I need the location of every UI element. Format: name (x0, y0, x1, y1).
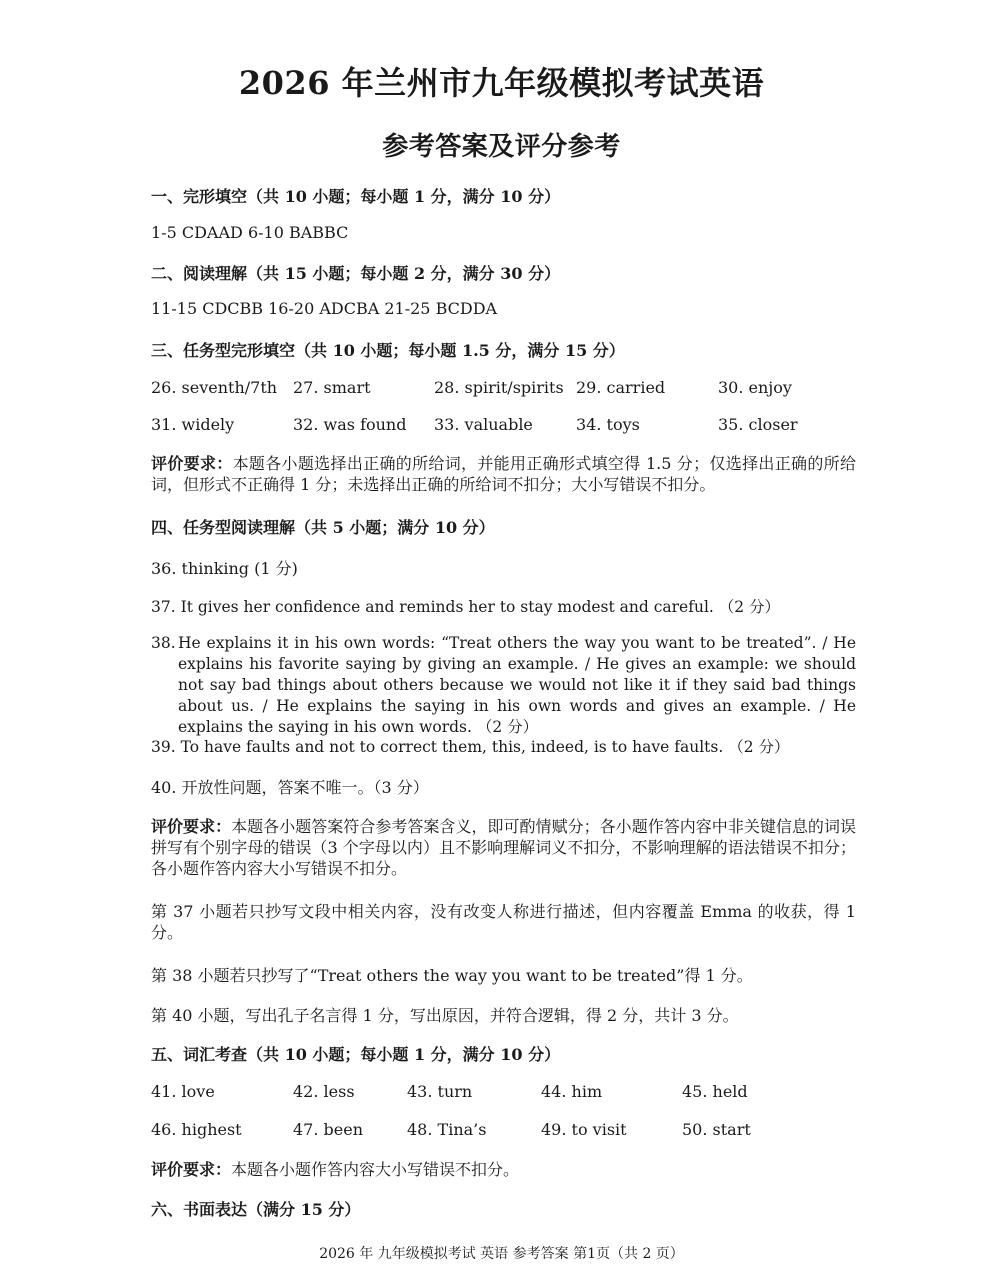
answer-42: 42. less (293, 1082, 355, 1101)
answer-37: 37. It gives her confidence and reminds her to stay modest and careful. （2 分） (151, 598, 781, 616)
requirements-label: 评价要求： (151, 454, 233, 473)
answer-29: 29. carried (576, 378, 666, 397)
answer-46: 46. highest (151, 1120, 242, 1139)
answer-28: 28. spirit/spirits (434, 378, 564, 397)
note-40: 第 40 小题，写出孔子名言得 1 分，写出原因，并符合逻辑，得 2 分，共计 3 分。 (151, 1006, 739, 1025)
answer-27: 27. smart (293, 378, 371, 397)
section-1-heading: 一、完形填空（共 10 小题；每小题 1 分，满分 10 分） (151, 187, 561, 206)
section-5-requirements (151, 1157, 519, 1180)
note-37: 第 37 小题若只抄写文段中相关内容，没有改变人称进行描述，但内容覆盖 Emma 的收获，得 1 分。 (151, 902, 856, 942)
requirements-label: 评价要求： (151, 1160, 232, 1179)
section-3-heading: 三、任务型完形填空（共 10 小题；每小题 1.5 分，满分 15 分） (151, 341, 625, 360)
answer-36: 36. thinking (1 分) (151, 559, 298, 578)
answer-45: 45. held (682, 1082, 748, 1101)
section-2-heading: 二、阅读理解（共 15 小题；每小题 2 分，满分 30 分） (151, 264, 561, 283)
page-title: 2026 年兰州市九年级模拟考试英语 (238, 64, 765, 102)
requirements-label: 评价要求： (151, 817, 232, 836)
answer-30: 30. enjoy (718, 378, 792, 397)
answer-32: 32. was found (293, 415, 407, 434)
section-4-requirements (151, 816, 856, 879)
section-6-heading: 六、书面表达（满分 15 分） (151, 1200, 361, 1219)
requirements-text: 本题各小题作答内容大小写错误不扣分。 (231, 1160, 520, 1179)
answer-38-number: 38. (151, 634, 176, 652)
answer-38 (151, 633, 856, 738)
section-1-answers: 1-5 CDAAD 6-10 BABBC (151, 223, 349, 242)
answer-48: 48. Tina’s (407, 1120, 487, 1139)
answer-41: 41. love (151, 1082, 215, 1101)
answer-44: 44. him (541, 1082, 603, 1101)
section-3-requirements (151, 453, 856, 495)
requirements-text: 本题各小题答案符合参考答案含义，即可酌情赋分；各小题作答内容中非关键信息的词误拼写有个别字母的错误（3 个字母以内）且不影响理解词义不扣分，不影响理解的语法错误不扣分；各小题作答内容大小写错误不扣分。 (151, 817, 856, 878)
answer-33: 33. valuable (434, 415, 533, 434)
page-subtitle: 参考答案及评分参考 (382, 132, 621, 162)
section-4-heading: 四、任务型阅读理解（共 5 小题；满分 10 分） (151, 518, 495, 537)
requirements-text: 本题各小题选择出正确的所给词，并能用正确形式填空得 1.5 分；仅选择出正确的所给词，但形式不正确得 1 分；未选择出正确的所给词不扣分；大小写错误不扣分。 (151, 454, 856, 494)
answer-49: 49. to visit (541, 1120, 627, 1139)
section-5-heading: 五、词汇考查（共 10 小题；每小题 1 分，满分 10 分） (151, 1045, 561, 1064)
answer-31: 31. widely (151, 415, 235, 434)
answer-50: 50. start (682, 1120, 751, 1139)
answer-47: 47. been (293, 1120, 364, 1139)
answer-40: 40. 开放性问题，答案不唯一。（3 分） (151, 778, 429, 797)
answer-39: 39. To have faults and not to correct them, this, indeed, is to have faults. （2 分） (151, 738, 790, 756)
answer-35: 35. closer (718, 415, 798, 434)
page-footer: 2026 年 九年级模拟考试 英语 参考答案 第1页（共 2 页） (319, 1246, 684, 1262)
answer-43: 43. turn (407, 1082, 473, 1101)
section-2-answers: 11-15 CDCBB 16-20 ADCBA 21-25 BCDDA (151, 299, 498, 318)
answer-26: 26. seventh/7th (151, 378, 278, 397)
answer-38-text: He explains it in his own words: “Treat others the way you want to be treated”. / He explains his favorite saying by giving an example. / He gives an example: we should not say bad things about others because we would not like it if they said bad things about us. / He explains the saying in his own words and gives an example. / He explains the saying in his own words. （2 分） (178, 634, 856, 736)
answer-34: 34. toys (576, 415, 640, 434)
note-38: 第 38 小题若只抄写了“Treat others the way you want to be treated”得 1 分。 (151, 966, 753, 985)
